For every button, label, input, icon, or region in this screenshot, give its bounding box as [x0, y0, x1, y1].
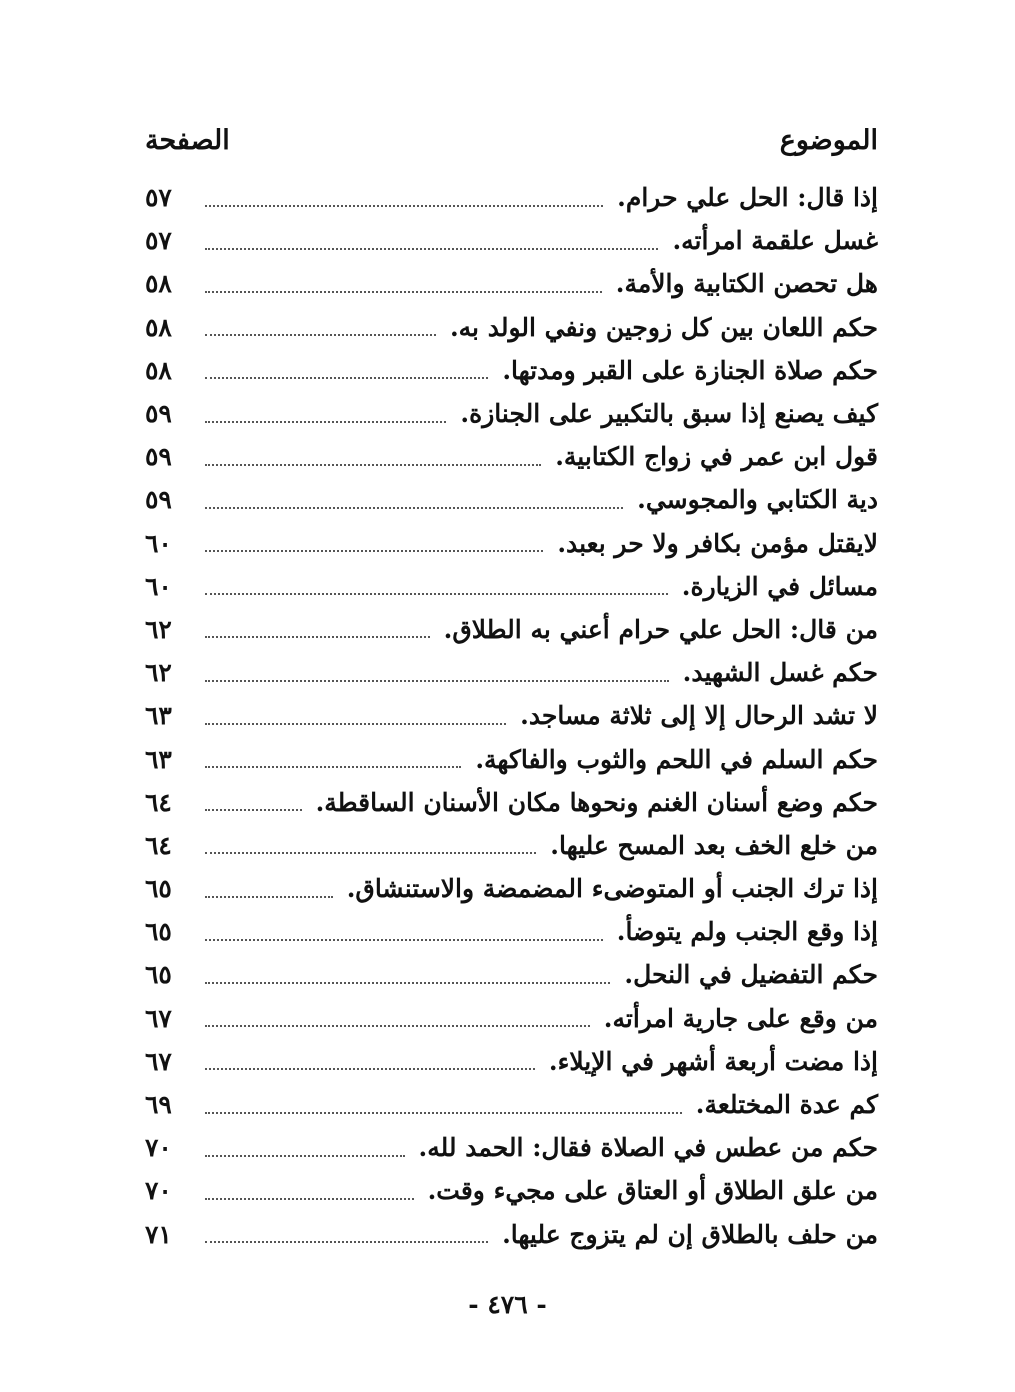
toc-entry	[145, 651, 878, 694]
toc-entry	[145, 392, 878, 435]
toc-entry	[145, 1213, 878, 1256]
toc-entry-page: ٦٧	[145, 1003, 172, 1033]
toc-entry-title: كم عدة المختلعة.	[695, 1090, 878, 1120]
toc-entry	[145, 1169, 878, 1212]
dot-leader	[205, 766, 461, 768]
dot-leader	[205, 680, 669, 682]
toc-entry-page: ٦٣	[145, 744, 172, 774]
toc-entry-title: من علق الطلاق أو العتاق على مجيء وقت.	[427, 1176, 878, 1206]
page-column-label: الصفحة	[145, 124, 230, 156]
dot-leader	[205, 507, 623, 509]
toc-entry-title: من وقع على جارية امرأته.	[603, 1003, 878, 1033]
toc-entry	[145, 608, 878, 651]
dot-leader	[205, 550, 543, 552]
toc-entry-title: هل تحصن الكتابية والأمة.	[615, 269, 878, 299]
toc-entry-title: دية الكتابي والمجوسي.	[637, 485, 878, 515]
dot-leader	[205, 809, 302, 811]
toc-entry-page: ٦٠	[145, 528, 172, 558]
dot-leader	[205, 1241, 488, 1243]
toc-entry-title: غسل علقمة امرأته.	[672, 226, 878, 256]
toc-entry-title: قول ابن عمر في زواج الكتابية.	[555, 442, 878, 472]
toc-entry-page: ٦٠	[145, 571, 172, 601]
dot-leader	[205, 205, 603, 207]
toc-entry-title: كيف يصنع إذا سبق بالتكبير على الجنازة.	[460, 399, 878, 429]
toc-entry	[145, 349, 878, 392]
dot-leader	[205, 1155, 405, 1157]
toc-entry	[145, 478, 878, 521]
toc-entry-page: ٥٩	[145, 442, 172, 472]
dot-leader	[205, 1112, 682, 1114]
dot-leader	[205, 896, 333, 898]
toc-entry-page: ٦٥	[145, 960, 172, 990]
toc-entry-title: حكم التفضيل في النحل.	[624, 960, 878, 990]
toc-entry	[145, 910, 878, 953]
toc-entry-title: إذا قال: الحل علي حرام.	[617, 183, 878, 213]
toc-entry-page: ٥٨	[145, 269, 172, 299]
toc-entry-page: ٧٠	[145, 1176, 172, 1206]
toc-entry-title: من خلع الخف بعد المسح عليها.	[550, 830, 878, 860]
dot-leader	[205, 248, 658, 250]
toc-entry-page: ٥٧	[145, 183, 172, 213]
toc-entry-title: حكم وضع أسنان الغنم ونحوها مكان الأسنان الساقطة.	[315, 787, 878, 817]
dot-leader	[205, 1068, 535, 1070]
toc-entry	[145, 1040, 878, 1083]
toc-entry	[145, 176, 878, 219]
toc-entry-title: مسائل في الزيارة.	[681, 571, 878, 601]
toc-entry-title: حكم من عطس في الصلاة فقال: الحمد لله.	[418, 1133, 878, 1163]
toc-entry	[145, 737, 878, 780]
toc-entry-title: إذا مضت أربعة أشهر في الإيلاء.	[548, 1046, 878, 1076]
toc-entry-title: من حلف بالطلاق إن لم يتزوج عليها.	[502, 1219, 878, 1249]
dot-leader	[205, 464, 541, 466]
dot-leader	[205, 939, 603, 941]
toc-entry-title: حكم صلاة الجنازة على القبر ومدتها.	[502, 355, 878, 385]
toc-entry-page: ٥٩	[145, 485, 172, 515]
toc-entry	[145, 867, 878, 910]
dot-leader	[205, 291, 602, 293]
toc-entry-page: ٥٧	[145, 226, 172, 256]
dot-leader	[205, 334, 436, 336]
toc-entry	[145, 824, 878, 867]
toc-entry	[145, 997, 878, 1040]
toc-entry	[145, 694, 878, 737]
toc-entry	[145, 781, 878, 824]
table-of-contents	[145, 176, 878, 1256]
toc-entry-page: ٦٣	[145, 701, 172, 731]
toc-entry	[145, 435, 878, 478]
toc-entry-page: ٦٢	[145, 614, 172, 644]
toc-entry	[145, 565, 878, 608]
toc-entry-page: ٦٧	[145, 1046, 172, 1076]
dot-leader	[205, 636, 430, 638]
toc-entry-page: ٥٨	[145, 312, 172, 342]
toc-entry-title: إذا وقع الجنب ولم يتوضأ.	[616, 917, 878, 947]
toc-entry	[145, 262, 878, 305]
dot-leader	[205, 852, 536, 854]
dot-leader	[205, 377, 488, 379]
toc-entry	[145, 1083, 878, 1126]
toc-entry-title: لايقتل مؤمن بكافر ولا حر بعبد.	[557, 528, 878, 558]
toc-entry-title: من قال: الحل علي حرام أعني به الطلاق.	[443, 614, 878, 644]
toc-entry-title: حكم السلم في اللحم والثوب والفاكهة.	[475, 744, 878, 774]
topic-column-label: الموضوع	[779, 124, 878, 156]
toc-entry	[145, 306, 878, 349]
dot-leader	[205, 1025, 590, 1027]
toc-entry-page: ٥٨	[145, 355, 172, 385]
toc-entry	[145, 522, 878, 565]
toc-header	[145, 118, 878, 162]
toc-entry-title: لا تشد الرحال إلا إلى ثلاثة مساجد.	[520, 701, 878, 731]
toc-entry-page: ٥٩	[145, 399, 172, 429]
toc-entry-page: ٦٢	[145, 658, 172, 688]
dot-leader	[205, 593, 668, 595]
toc-entry-title: حكم اللعان بين كل زوجين ونفي الولد به.	[449, 312, 878, 342]
toc-entry	[145, 219, 878, 262]
toc-entry-page: ٦٥	[145, 874, 172, 904]
toc-entry-page: ٧٠	[145, 1133, 172, 1163]
dot-leader	[205, 982, 610, 984]
toc-entry-title: إذا ترك الجنب أو المتوضىء المضمضة والاستنشاق.	[346, 874, 878, 904]
toc-entry-title: حكم غسل الشهيد.	[682, 658, 878, 688]
dot-leader	[205, 723, 506, 725]
toc-entry-page: ٦٥	[145, 917, 172, 947]
toc-entry	[145, 953, 878, 996]
toc-entry-page: ٦٤	[145, 830, 172, 860]
dot-leader	[205, 421, 446, 423]
toc-entry	[145, 1126, 878, 1169]
toc-entry-page: ٧١	[145, 1219, 172, 1249]
page-number: - ٤٧٦ -	[468, 1290, 547, 1319]
dot-leader	[205, 1198, 414, 1200]
toc-entry-page: ٦٩	[145, 1090, 172, 1120]
toc-entry-page: ٦٤	[145, 787, 172, 817]
